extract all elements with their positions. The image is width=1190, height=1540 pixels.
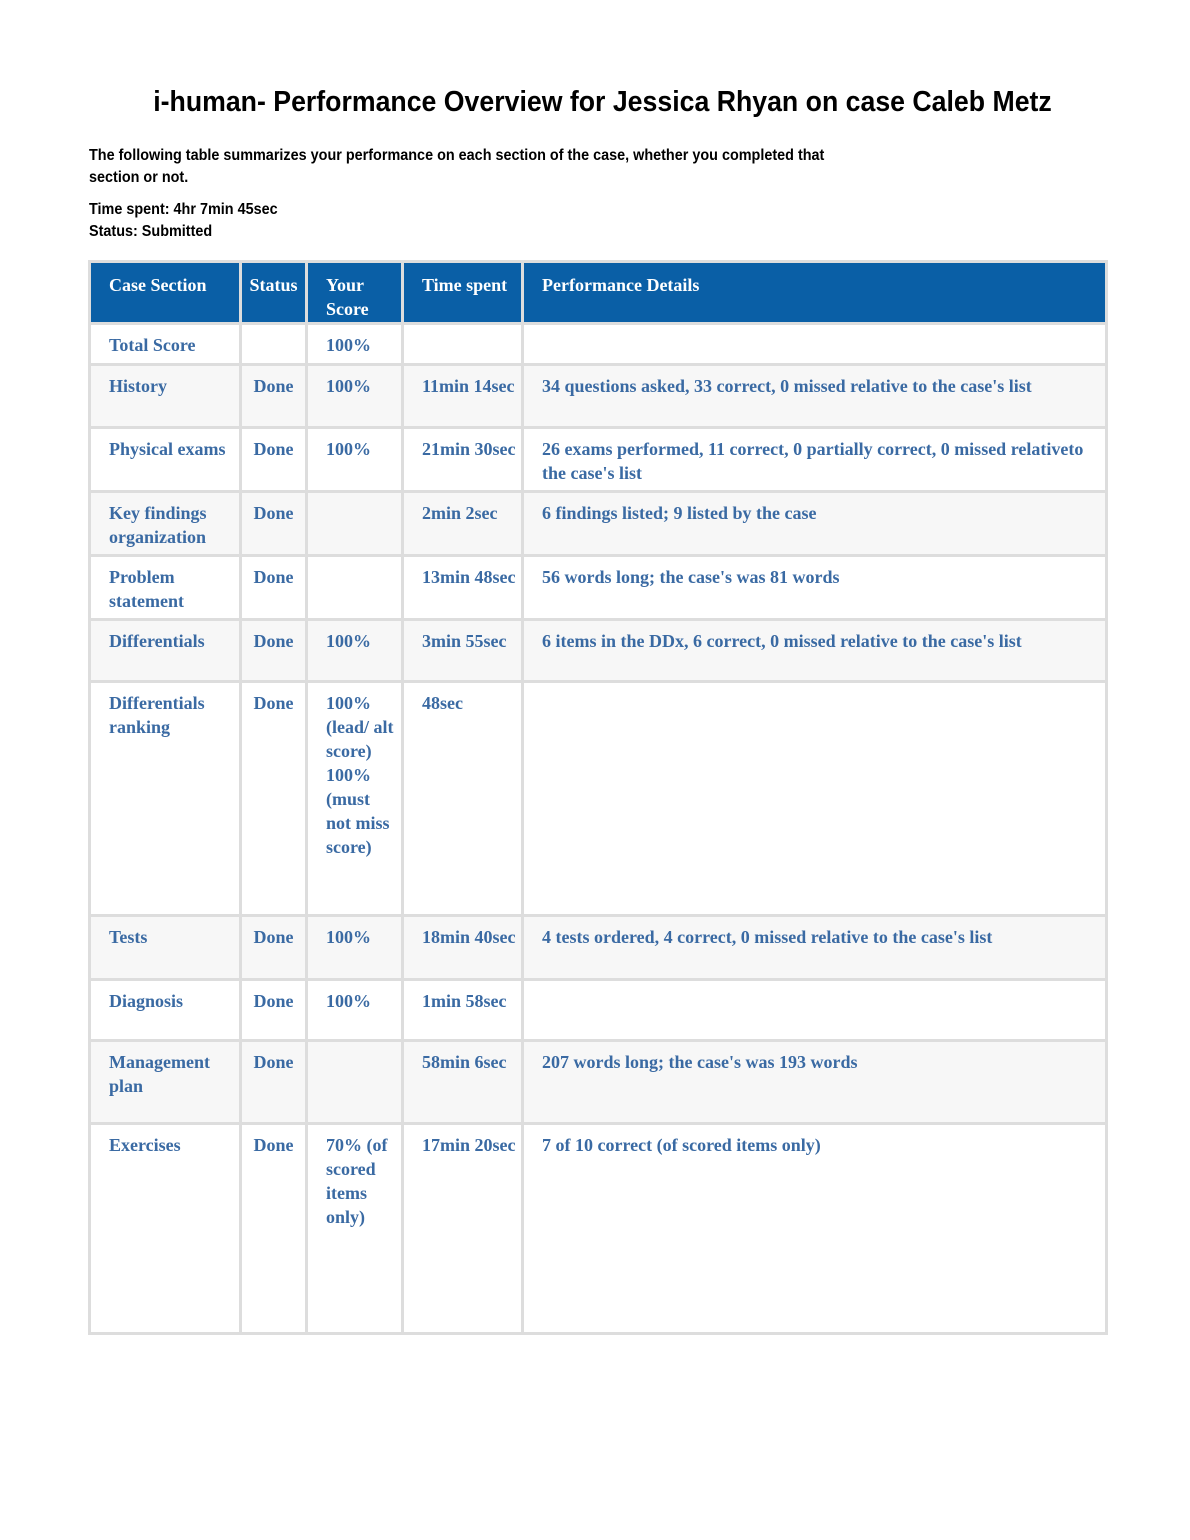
performance-table	[88, 260, 1108, 1335]
time-cell: 18min 40sec	[403, 916, 523, 980]
details-cell: 6 items in the DDx, 6 correct, 0 missed relative to the case's list	[523, 620, 1107, 682]
table-header-row	[90, 262, 1107, 324]
page-title: i-human- Performance Overview for Jessica Rhyan on case Caleb Metz	[153, 86, 1052, 118]
time-cell	[403, 324, 523, 365]
time-cell: 48sec	[403, 682, 523, 916]
status-cell: Done	[241, 682, 307, 916]
section-cell: Tests	[90, 916, 241, 980]
header-time: Time spent	[403, 262, 523, 324]
score-cell: 100%	[307, 620, 403, 682]
score-cell	[307, 1041, 403, 1124]
score-cell	[307, 556, 403, 620]
details-cell	[523, 980, 1107, 1041]
score-cell: 100%	[307, 365, 403, 428]
table-row	[90, 980, 1107, 1041]
table-row	[90, 620, 1107, 682]
time-cell: 58min 6sec	[403, 1041, 523, 1124]
score-cell	[307, 492, 403, 556]
summary-meta	[89, 199, 278, 243]
section-cell: Management plan	[90, 1041, 241, 1124]
status-cell: Done	[241, 620, 307, 682]
section-cell: Exercises	[90, 1124, 241, 1334]
table-row	[90, 1124, 1107, 1334]
details-cell: 7 of 10 correct (of scored items only)	[523, 1124, 1107, 1334]
table-row	[90, 324, 1107, 365]
status-cell: Done	[241, 365, 307, 428]
score-cell: 100% (lead/ alt score) 100% (must not miss score)	[307, 682, 403, 916]
score-cell: 70% (of scored items only)	[307, 1124, 403, 1334]
time-cell: 11min 14sec	[403, 365, 523, 428]
status-cell: Done	[241, 980, 307, 1041]
header-score: Your Score	[307, 262, 403, 324]
time-cell: 3min 55sec	[403, 620, 523, 682]
time-cell: 2min 2sec	[403, 492, 523, 556]
status-cell: Done	[241, 492, 307, 556]
section-cell: Key findings organization	[90, 492, 241, 556]
intro-text: The following table summarizes your performance on each section of the case, whether you completed that section or not.	[89, 147, 825, 186]
section-cell: Differentials ranking	[90, 682, 241, 916]
details-cell: 56 words long; the case's was 81 words	[523, 556, 1107, 620]
status-cell: Done	[241, 916, 307, 980]
submission-status: Status: Submitted	[89, 223, 213, 240]
score-cell: 100%	[307, 428, 403, 492]
table-row	[90, 916, 1107, 980]
details-cell: 207 words long; the case's was 193 words	[523, 1041, 1107, 1124]
status-cell: Done	[241, 1041, 307, 1124]
table-row	[90, 428, 1107, 492]
score-cell: 100%	[307, 324, 403, 365]
header-details: Performance Details	[523, 262, 1107, 324]
section-cell: History	[90, 365, 241, 428]
table-row	[90, 365, 1107, 428]
time-cell: 13min 48sec	[403, 556, 523, 620]
details-cell: 4 tests ordered, 4 correct, 0 missed relative to the case's list	[523, 916, 1107, 980]
section-cell: Diagnosis	[90, 980, 241, 1041]
section-cell: Total Score	[90, 324, 241, 365]
time-cell: 1min 58sec	[403, 980, 523, 1041]
header-case-section: Case Section	[90, 262, 241, 324]
score-cell: 100%	[307, 916, 403, 980]
table-row	[90, 492, 1107, 556]
header-status: Status	[241, 262, 307, 324]
table-row	[90, 1041, 1107, 1124]
details-cell	[523, 682, 1107, 916]
details-cell: 26 exams performed, 11 correct, 0 partially correct, 0 missed relativeto the case's list	[523, 428, 1107, 492]
section-cell: Differentials	[90, 620, 241, 682]
status-cell: Done	[241, 428, 307, 492]
table-row	[90, 556, 1107, 620]
details-cell	[523, 324, 1107, 365]
section-cell: Physical exams	[90, 428, 241, 492]
status-cell: Done	[241, 556, 307, 620]
time-cell: 17min 20sec	[403, 1124, 523, 1334]
section-cell: Problem statement	[90, 556, 241, 620]
details-cell: 34 questions asked, 33 correct, 0 missed relative to the case's list	[523, 365, 1107, 428]
status-cell	[241, 324, 307, 365]
details-cell: 6 findings listed; 9 listed by the case	[523, 492, 1107, 556]
table-row	[90, 682, 1107, 916]
time-cell: 21min 30sec	[403, 428, 523, 492]
status-cell: Done	[241, 1124, 307, 1334]
score-cell: 100%	[307, 980, 403, 1041]
time-spent-total: Time spent: 4hr 7min 45sec	[89, 201, 278, 218]
